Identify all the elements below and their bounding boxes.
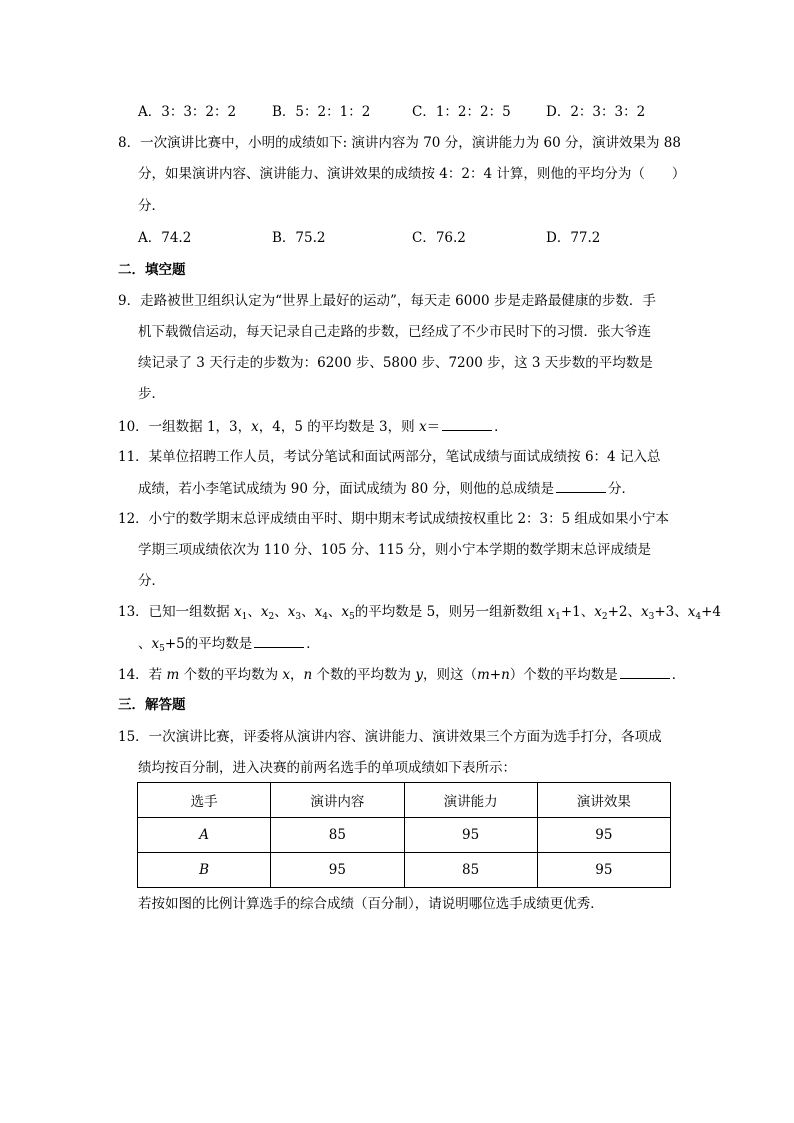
q8-line1: 8．一次演讲比赛中，小明的成绩如下: 演讲内容为 70 分，演讲能力为 60 分，演讲效果为 88 xyxy=(118,135,681,151)
q13-new-x3: x xyxy=(641,604,649,620)
q13-x1: x xyxy=(233,604,242,620)
table-header-cell: 演讲效果 xyxy=(537,783,670,818)
q10-text-post: ＝ xyxy=(426,419,441,435)
q14-text-4: 个数的平均数为 xyxy=(312,667,416,683)
q13-sep: 、 xyxy=(580,604,595,620)
table-cell: 95 xyxy=(404,818,537,853)
table-cell-player xyxy=(138,853,271,888)
q14-var-m: m xyxy=(166,667,180,683)
q10-answer-blank[interactable] xyxy=(442,416,492,431)
q15-after-table: 若按如图的比例计算选手的综合成绩（百分制），请说明哪位选手成绩更优秀． xyxy=(138,896,604,912)
q13-new-x5-sub: 5 xyxy=(159,644,165,654)
q14-text-1: 14．若 xyxy=(118,667,167,683)
q13-new-x3-sub: 3 xyxy=(648,612,655,622)
q9-line1: 9．走路被世卫组织认定为“世界上最好的运动”，每天走 6000 步是走路最健康的步数．手 xyxy=(118,293,656,309)
score-table xyxy=(137,782,671,888)
table-cell: 95 xyxy=(537,818,670,853)
q13-sep: 、 xyxy=(674,604,688,620)
q7-option-d: D．2：3：3：2 xyxy=(546,104,646,120)
q11-answer-blank[interactable] xyxy=(556,478,606,493)
q13-line2: 、$x_5+5$的平均数是 ． xyxy=(138,633,320,654)
q8-option-c: C．76.2 xyxy=(412,230,466,246)
q8-option-d: D．77.2 xyxy=(546,230,601,246)
q11-line2-post: 分． xyxy=(608,481,636,497)
table-row xyxy=(138,853,671,888)
q7-option-c: C．1：2：2：5 xyxy=(412,104,511,120)
q13-term-5: +5 xyxy=(164,636,185,652)
q13-text-pre: 13．已知一组数据 xyxy=(118,604,230,620)
q13-new-x1-sub: 1 xyxy=(555,612,561,622)
q10-var-x: x xyxy=(251,419,259,435)
q12-line3: 分． xyxy=(138,573,165,589)
q13-sep: 、 xyxy=(247,604,261,620)
q13-x2-sub: 2 xyxy=(268,612,275,622)
q10-line: 10．一组数据 1，3，x，4，5 的平均数是 3，则 x＝ ． xyxy=(118,416,508,437)
q14-var-y: y xyxy=(415,667,423,683)
q15-line1: 15．一次演讲比赛，评委将从演讲内容、演讲能力、演讲效果三个方面为选手打分，各项成 xyxy=(118,729,662,745)
q14-text-5: ，则这（ xyxy=(422,667,477,683)
table-cell: 95 xyxy=(537,853,670,888)
q13-x4-sub: 4 xyxy=(322,612,328,622)
q13-term-4: +4 xyxy=(701,604,722,620)
q13-sep: 、 xyxy=(327,604,342,620)
table-row xyxy=(138,818,671,853)
q13-new-x4: x xyxy=(687,604,696,620)
player-b-label: B xyxy=(199,862,210,878)
player-a-label: A xyxy=(199,827,209,843)
table-cell: 85 xyxy=(404,853,537,888)
q14-var-x: x xyxy=(282,667,291,683)
q8-option-b: B．75.2 xyxy=(272,230,326,246)
q11-line2-pre: 成绩，若小李笔试成绩为 90 分，面试成绩为 80 分，则他的总成绩是 xyxy=(138,481,555,497)
q10-text-pre: 10．一组数据 1，3， xyxy=(118,419,252,435)
table-cell: 95 xyxy=(271,853,404,888)
q12-line1: 12．小宁的数学期末总评成绩由平时、期中期末考试成绩按权重比 2：3：5 组成如果小宁本 xyxy=(118,511,670,527)
q8-option-a: A．74.2 xyxy=(138,230,192,246)
q7-option-a: A．3：3：2：2 xyxy=(138,104,237,120)
q13-text-post: 的平均数是 xyxy=(184,636,253,652)
q13-sep: 、 xyxy=(138,636,152,652)
q8-line3: 分． xyxy=(138,198,165,214)
q13-line1 xyxy=(118,602,721,622)
q13-x3: x xyxy=(287,604,296,620)
q13-x2: x xyxy=(260,604,269,620)
table-cell-player xyxy=(138,818,271,853)
q13-new-x2-sub: 2 xyxy=(601,612,608,622)
q10-text-mid: ，4，5 的平均数是 3，则 xyxy=(258,419,419,435)
q14-line: 14．若 m 个数的平均数为 x，n 个数的平均数为 y，则这（m+n）个数的平均数是 ． xyxy=(118,664,685,685)
table-header-cell: 演讲能力 xyxy=(404,783,537,818)
q13-new-x2: x xyxy=(594,604,602,620)
q13-term-1: +1 xyxy=(560,604,581,620)
q14-var-mn: m+n xyxy=(476,667,510,683)
q11-line2 xyxy=(138,478,635,499)
table-cell: 85 xyxy=(271,818,404,853)
section-answer-heading: 三．解答题 xyxy=(118,697,186,713)
q13-answer-blank[interactable] xyxy=(254,633,304,648)
q13-new-x1: x xyxy=(547,604,556,620)
q9-line4: 步． xyxy=(138,386,165,402)
q9-line2: 机下载微信运动，每天记录自己走路的步数，已经成了不少市民时下的习惯．张大爷连 xyxy=(138,324,651,340)
table-header-cell: 选手 xyxy=(138,783,271,818)
q14-text-3: ， xyxy=(290,667,304,683)
q13-sep: 、 xyxy=(301,604,315,620)
q9-line3: 续记录了 3 天行走的步数为：6200 步、5800 步、7200 步，这 3 天步数的平均数是 xyxy=(138,355,653,371)
table-header-cell: 演讲内容 xyxy=(271,783,404,818)
q13-new-x4-sub: 4 xyxy=(695,612,702,622)
q7-option-b: B．5：2：1：2 xyxy=(272,104,371,120)
q13-x4: x xyxy=(314,604,323,620)
q14-answer-blank[interactable] xyxy=(620,664,670,679)
q13-term-3: +3 xyxy=(654,604,675,620)
q13-x5: x xyxy=(341,604,350,620)
q11-line1: 11．某单位招聘工作人员，考试分笔试和面试两部分，笔试成绩与面试成绩按 6：4 记入总 xyxy=(118,449,661,465)
q13-x1-sub: 1 xyxy=(241,612,248,622)
q13-x3-sub: 3 xyxy=(295,612,302,622)
q10-var-x2: x xyxy=(418,419,427,435)
q13-x5-sub: 5 xyxy=(349,612,355,622)
q13-sep: 、 xyxy=(274,604,288,620)
section-fill-in-heading: 二．填空题 xyxy=(118,262,186,278)
q14-var-n: n xyxy=(303,667,313,683)
q13-new-x5: x xyxy=(151,636,160,652)
q14-text-6: ）个数的平均数是 xyxy=(509,667,618,683)
q13-sep: 、 xyxy=(627,604,641,620)
q15-line2: 绩均按百分制，进入决赛的前两名选手的单项成绩如下表所示： xyxy=(138,760,516,776)
table-header-row xyxy=(138,783,671,818)
q13-text-mid: 的平均数是 5，则另一组新数组 xyxy=(354,604,544,620)
q12-line2: 学期三项成绩依次为 110 分、105 分、115 分，则小宁本学期的数学期末总评成绩是 xyxy=(138,542,651,558)
q14-text-2: 个数的平均数为 xyxy=(179,667,283,683)
q13-term-2: +2 xyxy=(607,604,628,620)
q8-line2: 分，如果演讲内容、演讲能力、演讲效果的成绩按 4：2：4 计算，则他的平均分为（ ） xyxy=(138,166,686,182)
